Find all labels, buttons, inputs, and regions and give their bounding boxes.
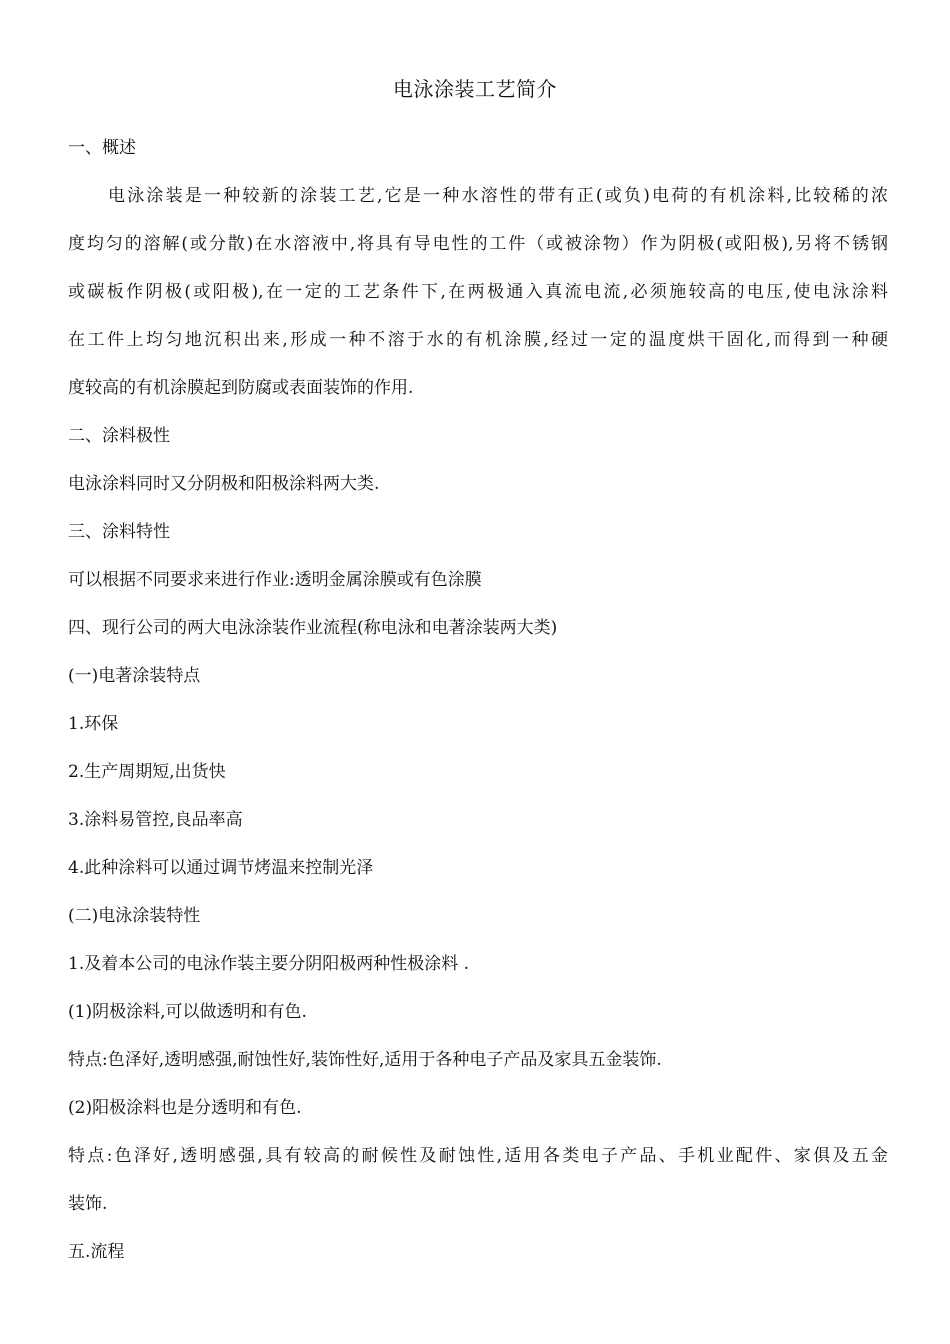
body-line: 特点:色泽好,透明感强,耐蚀性好,装饰性好,适用于各种电子产品及家具五金装饰. (68, 1050, 662, 1070)
body-line: 电泳涂料同时又分阴极和阳极涂料两大类. (68, 474, 380, 494)
list-item: (2)阳极涂料也是分透明和有色. (68, 1098, 302, 1118)
heading-coating-polarity: 二、涂料极性 (68, 426, 170, 446)
list-item: (1)阴极涂料,可以做透明和有色. (68, 1002, 307, 1022)
body-line: 特点:色泽好,透明感强,具有较高的耐候性及耐蚀性,适用各类电子产品、手机业配件、家俱及五金 (68, 1146, 888, 1166)
list-item: 4.此种涂料可以通过调节烤温来控制光泽 (68, 858, 374, 878)
paragraph-line: 度均匀的溶解(或分散)在水溶液中,将具有导电性的工件（或被涂物）作为阴极(或阳极),另将不锈钢 (68, 234, 888, 254)
heading-current-processes: 四、现行公司的两大电泳涂装作业流程(称电泳和电著涂装两大类) (68, 618, 558, 638)
heading-coating-properties: 三、涂料特性 (68, 522, 170, 542)
document-title: 电泳涂装工艺简介 (393, 77, 557, 101)
body-line: 可以根据不同要求来进行作业:透明金属涂膜或有色涂膜 (68, 570, 482, 590)
paragraph-line: 度较高的有机涂膜起到防腐或表面装饰的作用. (68, 378, 414, 398)
heading-process: 五.流程 (68, 1242, 125, 1262)
subheading-electrophoresis-properties: (二)电泳涂装特性 (68, 906, 201, 926)
list-item: 2.生产周期短,出货快 (68, 762, 226, 782)
paragraph-line: 或碳板作阴极(或阳极),在一定的工艺条件下,在两极通入真流电流,必须施较高的电压,使电泳涂料 (68, 282, 888, 302)
list-item: 3.涂料易管控,良品率高 (68, 810, 243, 830)
paragraph-line: 电泳涂装是一种较新的涂装工艺,它是一种水溶性的带有正(或负)电荷的有机涂料,比较稀的浓 (108, 186, 888, 206)
list-item: 1.及着本公司的电泳作装主要分阴阳极两种性极涂料 . (68, 954, 470, 974)
body-line: 装饰. (68, 1194, 108, 1214)
list-item: 1.环保 (68, 714, 119, 734)
paragraph-line: 在工件上均匀地沉积出来,形成一种不溶于水的有机涂膜,经过一定的温度烘干固化,而得到一种硬 (68, 330, 888, 350)
subheading-electrodeposition-features: (一)电著涂装特点 (68, 666, 201, 686)
heading-overview: 一、概述 (68, 138, 136, 158)
